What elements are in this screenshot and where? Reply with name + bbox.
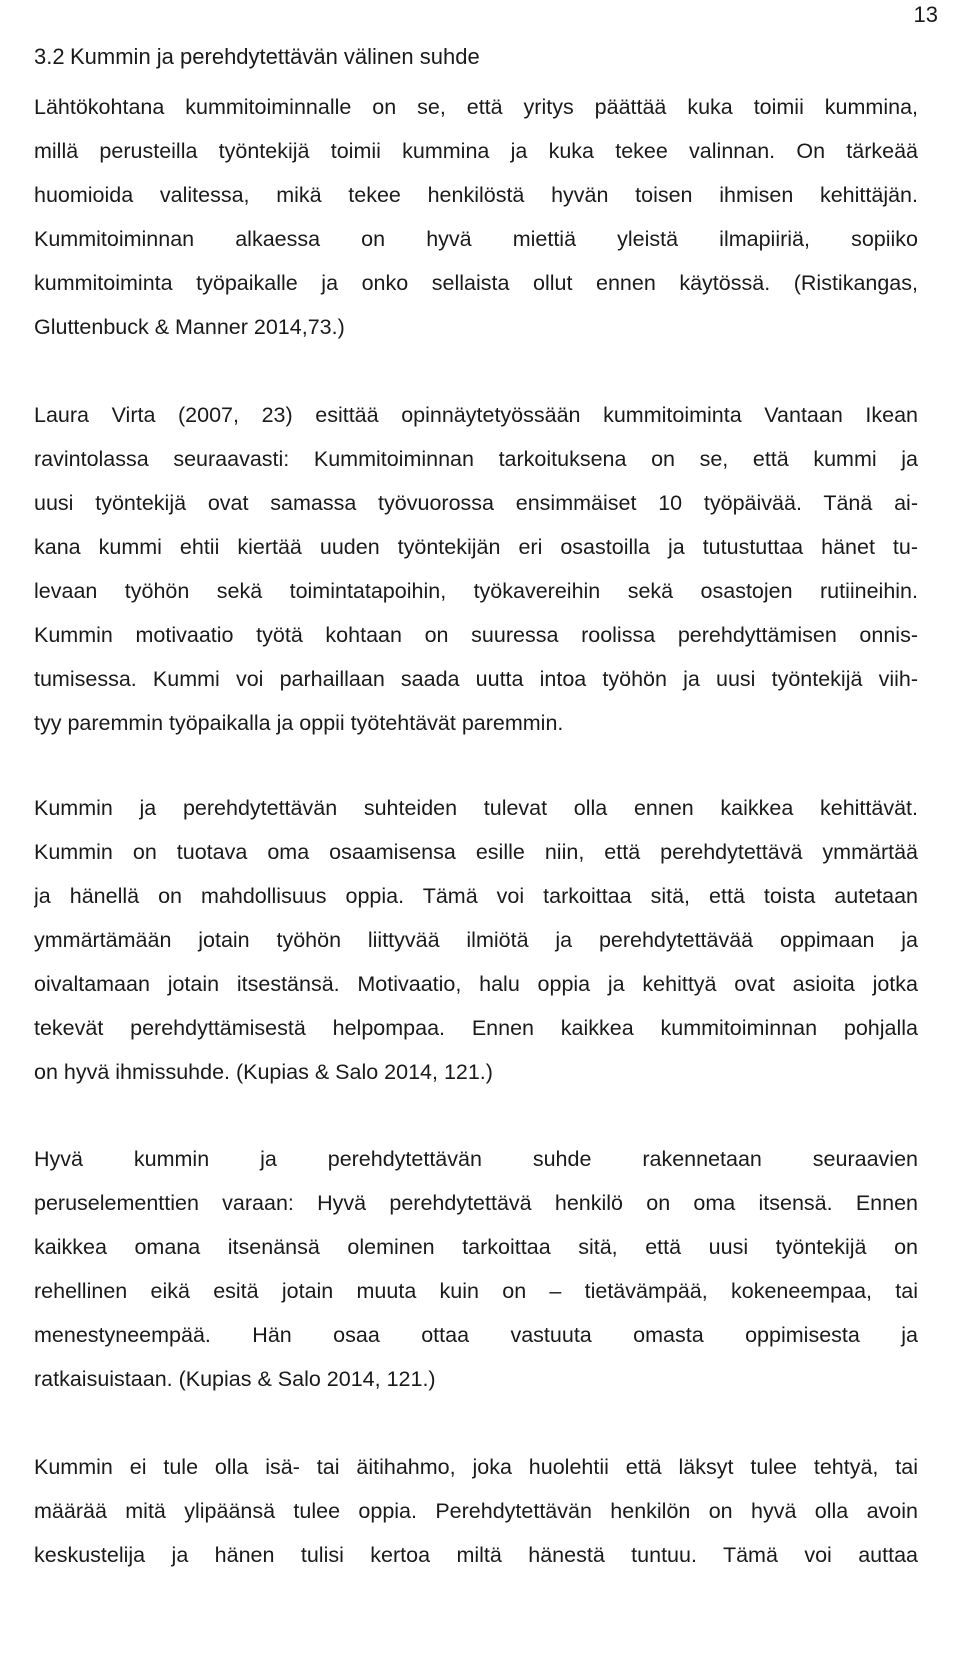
- text-line: Kummitoiminnan alkaessa on hyvä miettiä yleistä ilmapiiriä, sopiiko: [34, 227, 918, 251]
- text-line: Gluttenbuck & Manner 2014,73.): [34, 315, 345, 339]
- text-line: ja hänellä on mahdollisuus oppia. Tämä voi tarkoittaa sitä, että toista autetaan: [34, 884, 918, 908]
- text-line: tekevät perehdyttämisestä helpompaa. Ennen kaikkea kummitoiminnan pohjalla: [34, 1016, 918, 1040]
- section-heading: [34, 42, 480, 72]
- text-line: Kummin ja perehdytettävän suhteiden tulevat olla ennen kaikkea kehittävät.: [34, 796, 918, 820]
- text-line: uusi työntekijä ovat samassa työvuorossa ensimmäiset 10 työpäivää. Tänä ai-: [34, 491, 918, 515]
- text-line: Lähtökohtana kummitoiminnalle on se, että yritys päättää kuka toimii kummina,: [34, 95, 918, 119]
- text-line: levaan työhön sekä toimintatapoihin, työkavereihin sekä osastojen rutiineihin.: [34, 579, 918, 603]
- text-line: on hyvä ihmissuhde. (Kupias & Salo 2014, 121.): [34, 1060, 493, 1084]
- paragraph-3: [34, 786, 918, 1094]
- text-line: Hyvä kummin ja perehdytettävän suhde rakennetaan seuraavien: [34, 1147, 918, 1171]
- text-line: keskustelija ja hänen tulisi kertoa miltä hänestä tuntuu. Tämä voi auttaa: [34, 1543, 918, 1567]
- paragraph-5: [34, 1445, 918, 1577]
- text-line: millä perusteilla työntekijä toimii kummina ja kuka tekee valinnan. On tärkeää: [34, 139, 918, 163]
- text-line: Kummin on tuotava oma osaamisensa esille niin, että perehdytettävä ymmärtää: [34, 840, 918, 864]
- text-line: huomioida valitessa, mikä tekee henkilöstä hyvän toisen ihmisen kehittäjän.: [34, 183, 918, 207]
- paragraph-1: [34, 85, 918, 349]
- text-line: peruselementtien varaan: Hyvä perehdytettävä henkilö on oma itsensä. Ennen: [34, 1191, 918, 1215]
- text-line: tyy paremmin työpaikalla ja oppii työtehtävät paremmin.: [34, 711, 564, 735]
- text-line: Laura Virta (2007, 23) esittää opinnäytetyössään kummitoiminta Vantaan Ikean: [34, 403, 918, 427]
- text-line: oivaltamaan jotain itsestänsä. Motivaatio, halu oppia ja kehittyä ovat asioita jotka: [34, 972, 918, 996]
- paragraph-4: [34, 1137, 918, 1401]
- text-line: kaikkea omana itsenänsä oleminen tarkoittaa sitä, että uusi työntekijä on: [34, 1235, 918, 1259]
- text-line: ratkaisuistaan. (Kupias & Salo 2014, 121.): [34, 1367, 436, 1391]
- paragraph-2: [34, 393, 918, 745]
- text-line: ymmärtämään jotain työhön liittyvää ilmiötä ja perehdytettävää oppimaan ja: [34, 928, 918, 952]
- text-line: Kummin ei tule olla isä- tai äitihahmo, joka huolehtii että läksyt tulee tehtyä, tai: [34, 1455, 918, 1479]
- text-line: määrää mitä ylipäänsä tulee oppia. Perehdytettävän henkilön on hyvä olla avoin: [34, 1499, 918, 1523]
- text-line: menestyneempää. Hän osaa ottaa vastuuta omasta oppimisesta ja: [34, 1323, 918, 1347]
- text-line: kummitoiminta työpaikalle ja onko sellaista ollut ennen käytössä. (Ristikangas,: [34, 271, 918, 295]
- page-number: 13: [913, 2, 938, 27]
- text-line: Kummin motivaatio työtä kohtaan on suuressa roolissa perehdyttämisen onnis-: [34, 623, 918, 647]
- text-line: tumisessa. Kummi voi parhaillaan saada uutta intoa työhön ja uusi työntekijä viih-: [34, 667, 918, 691]
- text-line: kana kummi ehtii kiertää uuden työntekijän eri osastoilla ja tutustuttaa hänet tu-: [34, 535, 918, 559]
- section-title: Kummin ja perehdytettävän välinen suhde: [70, 44, 480, 69]
- section-number: 3.2: [34, 44, 65, 69]
- text-line: ravintolassa seuraavasti: Kummitoiminnan tarkoituksena on se, että kummi ja: [34, 447, 918, 471]
- text-line: rehellinen eikä esitä jotain muuta kuin on – tietävämpää, kokeneempaa, tai: [34, 1279, 918, 1303]
